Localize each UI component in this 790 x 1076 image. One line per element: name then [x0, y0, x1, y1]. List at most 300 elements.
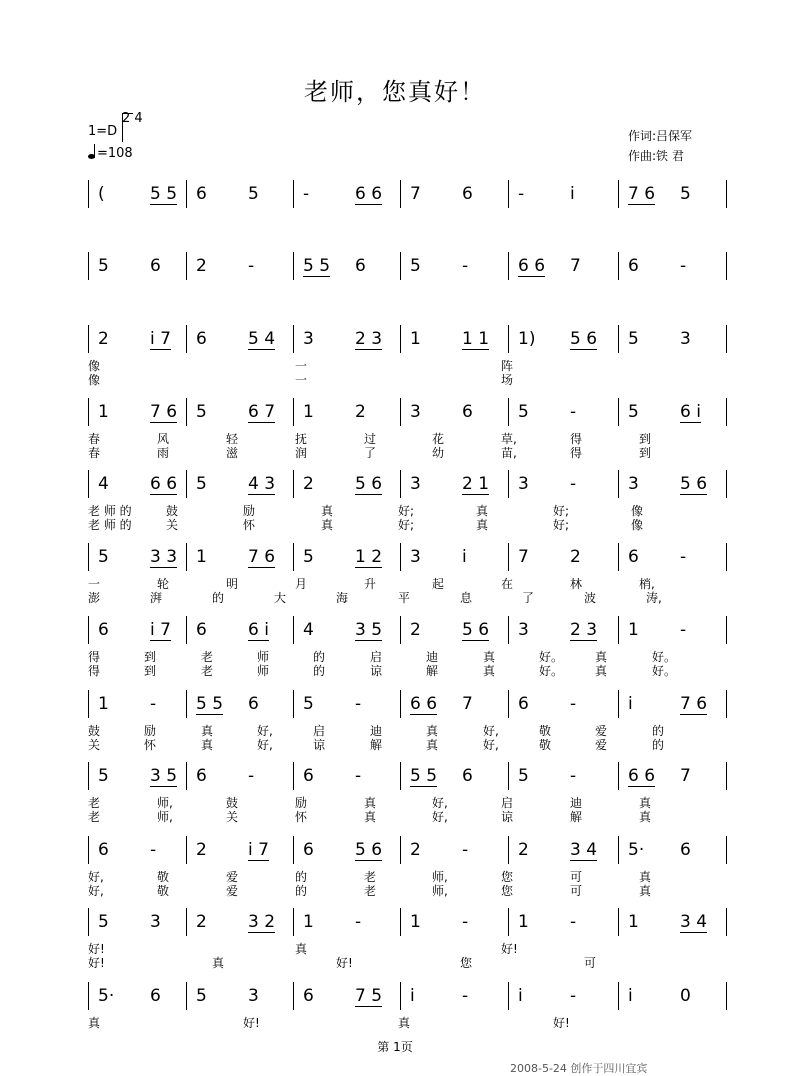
bar-line — [186, 908, 187, 936]
note: 5 — [518, 766, 529, 786]
note: 7 — [570, 256, 581, 276]
bar-line — [400, 325, 401, 353]
lyric-word: 爱 — [226, 870, 239, 884]
lyric-word: 息 — [460, 591, 473, 605]
lyric-word: 草, — [501, 432, 517, 446]
lyric-word: 迪 — [426, 650, 439, 664]
bar-line — [726, 470, 727, 498]
bar-line — [726, 762, 727, 790]
note: 2 — [303, 474, 314, 494]
lyric-word: 真 — [201, 724, 214, 738]
bar-line — [618, 470, 619, 498]
bar-line — [293, 616, 294, 644]
lyric-word: 真 — [476, 504, 489, 518]
note: 6 — [150, 256, 161, 276]
lyric-word: 的 — [652, 738, 665, 752]
lyric-word: 得 — [570, 446, 583, 460]
lyric-word: 幼 — [432, 446, 445, 460]
lyric-word: 鼓 — [226, 796, 239, 810]
note: 5 5 — [196, 694, 224, 714]
lyric-word: 得 — [88, 664, 101, 678]
bar-line — [400, 982, 401, 1010]
bar-line — [618, 543, 619, 571]
lyric-word: 真 — [595, 650, 608, 664]
lyric-word: 好, — [257, 724, 273, 738]
lyric-word: 抚 — [295, 432, 308, 446]
lyric-word: 迪 — [370, 724, 383, 738]
lyric-word: 湃 — [150, 591, 163, 605]
bar-line — [293, 762, 294, 790]
lyric-word: 好; — [398, 504, 415, 518]
bar-line — [508, 543, 509, 571]
bar-line — [726, 398, 727, 426]
note: 6 6 — [628, 766, 656, 786]
lyric-word: 真 — [201, 738, 214, 752]
score-row — [88, 690, 728, 752]
bar-line — [618, 762, 619, 790]
lyric-word: 苗, — [501, 446, 517, 460]
bar-line — [186, 470, 187, 498]
note: 5 — [248, 184, 259, 204]
bar-line — [508, 836, 509, 864]
note: 2 3 — [355, 329, 383, 349]
bar-line — [726, 543, 727, 571]
note: 6 — [98, 840, 109, 860]
bar-line — [400, 398, 401, 426]
note: 1 — [628, 912, 639, 932]
lyric-word: 老 — [201, 650, 214, 664]
lyric-word: 到 — [639, 446, 652, 460]
note: 3 — [410, 547, 421, 567]
bar-line — [186, 762, 187, 790]
note: 6 6 — [150, 474, 178, 494]
note: 7 — [518, 547, 529, 567]
lyric-word: 真 — [398, 1016, 411, 1030]
note: 3 — [518, 620, 529, 640]
bar-line — [293, 470, 294, 498]
lyric-word: 的 — [313, 650, 326, 664]
lyric-word: 真 — [212, 956, 225, 970]
note: 1 — [98, 402, 109, 422]
bar-line — [726, 325, 727, 353]
lyric-word: 大 — [274, 591, 287, 605]
lyric-word: 风 — [157, 432, 170, 446]
bar-line — [293, 180, 294, 208]
note: 7 5 — [355, 986, 383, 1006]
score-row — [88, 616, 728, 678]
lyric-word: 好! — [88, 942, 105, 956]
note: - — [570, 694, 577, 714]
bar-line — [88, 908, 89, 936]
lyric-word: 迪 — [570, 796, 583, 810]
note: 2 — [196, 912, 207, 932]
note: - — [355, 766, 362, 786]
bar-line — [88, 398, 89, 426]
note: - — [150, 694, 157, 714]
note: - — [680, 620, 687, 640]
note: 6 — [518, 694, 529, 714]
bar-line — [88, 982, 89, 1010]
note: 7 6 — [680, 694, 708, 714]
note: 2 1 — [462, 474, 490, 494]
lyric-word: 得 — [570, 432, 583, 446]
bar-line — [726, 982, 727, 1010]
lyric-word: 一 — [295, 359, 308, 373]
key-signature: 1=D — [88, 124, 118, 139]
lyric-word: 可 — [584, 956, 597, 970]
note: 3 2 — [248, 912, 276, 932]
note: 7 6 — [248, 547, 276, 567]
note: 5 — [303, 547, 314, 567]
bar-line — [400, 616, 401, 644]
bar-line — [618, 398, 619, 426]
lyric-word: 的 — [295, 870, 308, 884]
lyric-word: 月 — [295, 577, 308, 591]
bar-line — [400, 180, 401, 208]
note: 1 — [410, 329, 421, 349]
score-row — [88, 252, 728, 276]
note: 1 — [196, 547, 207, 567]
note: 6 — [98, 620, 109, 640]
bar-line — [293, 325, 294, 353]
note: - — [355, 912, 362, 932]
note: - — [248, 256, 255, 276]
note: 5 — [518, 402, 529, 422]
note: i — [628, 986, 633, 1006]
bar-line — [618, 252, 619, 280]
note: 6 — [462, 184, 473, 204]
note: 5 — [98, 912, 109, 932]
lyric-word: 师, — [432, 884, 448, 898]
lyric-word: 敬 — [539, 724, 552, 738]
note: 2 — [98, 329, 109, 349]
bar-line — [186, 180, 187, 208]
lyric-word: 关 — [166, 518, 179, 532]
watermark: 2008-5-24 创作于四川宜宾 — [510, 1062, 648, 1075]
bar-line — [726, 690, 727, 718]
note: 5· — [98, 986, 115, 1006]
lyric-word: 关 — [88, 738, 101, 752]
lyric-word: 了 — [364, 446, 377, 460]
note: 6 — [628, 547, 639, 567]
lyric-word: 敬 — [157, 884, 170, 898]
note: 3 5 — [355, 620, 383, 640]
lyric-word: 春 — [88, 432, 101, 446]
lyric-word: 真 — [639, 796, 652, 810]
bar-line — [508, 762, 509, 790]
note: 4 — [98, 474, 109, 494]
lyric-word: 关 — [226, 810, 239, 824]
lyric-word: 励 — [144, 724, 157, 738]
lyric-word: 润 — [295, 446, 308, 460]
bar-line — [88, 180, 89, 208]
note: 0 — [680, 986, 691, 1006]
note: 6 — [303, 986, 314, 1006]
bar-line — [400, 470, 401, 498]
lyric-word: 好, — [257, 738, 273, 752]
lyric-word: 海 — [336, 591, 349, 605]
lyric-word: 解 — [426, 664, 439, 678]
note: 1 — [98, 694, 109, 714]
note: 5 4 — [248, 329, 276, 349]
score-row — [88, 180, 728, 204]
bar-line — [618, 690, 619, 718]
bar-line — [726, 616, 727, 644]
bar-line — [293, 252, 294, 280]
bar-line — [186, 690, 187, 718]
quarter-note-icon — [88, 154, 95, 159]
bar-line — [508, 398, 509, 426]
lyric-word: 像 — [631, 518, 644, 532]
lyric-word: 真 — [426, 724, 439, 738]
lyric-word: 好。 — [652, 664, 677, 678]
lyric-word: 老 — [88, 796, 101, 810]
lyric-word: 的 — [313, 664, 326, 678]
bar-line — [618, 908, 619, 936]
note: - — [462, 256, 469, 276]
note: 6 — [462, 402, 473, 422]
lyric-word: 励 — [243, 504, 256, 518]
note: - — [248, 766, 255, 786]
note: 3 4 — [680, 912, 708, 932]
lyric-word: 真 — [639, 810, 652, 824]
bar-line — [293, 836, 294, 864]
note: 5 — [196, 402, 207, 422]
lyric-word: 爱 — [226, 884, 239, 898]
song-title: 老师，您真好！ — [304, 78, 486, 106]
note: - — [518, 184, 525, 204]
lyric-word: 师 — [257, 664, 270, 678]
note: i — [410, 986, 415, 1006]
lyric-word: 好, — [88, 870, 104, 884]
lyric-word: 阵 — [501, 359, 514, 373]
lyric-word: 花 — [432, 432, 445, 446]
lyric-word: 好, — [483, 738, 499, 752]
lyric-word: 您 — [501, 870, 514, 884]
note: 5 5 — [150, 184, 178, 204]
lyric-word: 真 — [321, 504, 334, 518]
note: 3 — [410, 474, 421, 494]
note: - — [355, 694, 362, 714]
note: - — [570, 474, 577, 494]
note: 6 — [355, 256, 366, 276]
bar-line — [186, 616, 187, 644]
bar-line — [293, 982, 294, 1010]
lyric-word: 真 — [426, 738, 439, 752]
note: 3 — [303, 329, 314, 349]
lyric-word: 平 — [398, 591, 411, 605]
note: 5· — [628, 840, 645, 860]
note: 6 — [150, 986, 161, 1006]
note: 4 3 — [248, 474, 276, 494]
note: 2 — [355, 402, 366, 422]
lyric-word: 好, — [88, 884, 104, 898]
bar-line — [88, 836, 89, 864]
note: 2 — [196, 256, 207, 276]
bar-line — [508, 325, 509, 353]
lyric-word: 好。 — [539, 650, 564, 664]
lyric-word: 真 — [88, 1016, 101, 1030]
bar-line — [88, 543, 89, 571]
lyric-word: 解 — [570, 810, 583, 824]
note: 6 — [680, 840, 691, 860]
note: 3 3 — [150, 547, 178, 567]
lyric-word: 爱 — [595, 724, 608, 738]
lyric-word: 怀 — [295, 810, 308, 824]
note: 6 — [462, 766, 473, 786]
lyric-word: 励 — [295, 796, 308, 810]
note: 7 6 — [150, 402, 178, 422]
lyric-word: 真 — [364, 810, 377, 824]
lyric-word: 谅 — [313, 738, 326, 752]
lyric-word: 一 — [88, 577, 101, 591]
lyric-word: 好, — [483, 724, 499, 738]
lyric-word: 了 — [522, 591, 535, 605]
note: i — [518, 986, 523, 1006]
lyric-word: 爱 — [595, 738, 608, 752]
bar-line — [88, 470, 89, 498]
bar-line — [508, 982, 509, 1010]
score-row — [88, 908, 728, 970]
lyric-word: 的 — [295, 884, 308, 898]
lyric-word: 怀 — [144, 738, 157, 752]
note: 3 — [518, 474, 529, 494]
score-row — [88, 543, 728, 605]
lyric-word: 真 — [295, 942, 308, 956]
bar-line — [618, 325, 619, 353]
note: 5 — [303, 694, 314, 714]
lyric-word: 明 — [226, 577, 239, 591]
time-numerator: 2 — [122, 111, 131, 126]
bar-line — [726, 180, 727, 208]
lyric-word: 滋 — [226, 446, 239, 460]
bar-line — [186, 398, 187, 426]
note: i 7 — [150, 329, 171, 349]
tempo-marking — [88, 146, 133, 161]
note: 3 — [680, 329, 691, 349]
lyric-word: 真 — [483, 650, 496, 664]
lyric-word: 真 — [476, 518, 489, 532]
lyric-word: 轮 — [157, 577, 170, 591]
lyric-word: 可 — [570, 870, 583, 884]
lyric-word: 师, — [157, 796, 173, 810]
bar-line — [293, 690, 294, 718]
note: 1) — [518, 329, 536, 349]
lyric-word: 老 — [364, 870, 377, 884]
note: 3 4 — [570, 840, 598, 860]
bar-line — [186, 836, 187, 864]
lyric-word: 敬 — [539, 738, 552, 752]
bar-line — [618, 836, 619, 864]
score-row — [88, 762, 728, 824]
note: 6 i — [248, 620, 269, 640]
note: - — [570, 766, 577, 786]
bar-line — [618, 616, 619, 644]
note: i 7 — [248, 840, 269, 860]
lyric-word: 可 — [570, 884, 583, 898]
note: 6 — [628, 256, 639, 276]
note: 3 — [410, 402, 421, 422]
note: 5 6 — [570, 329, 598, 349]
note: 3 5 — [150, 766, 178, 786]
time-signature — [122, 112, 143, 126]
note: 1 2 — [355, 547, 383, 567]
note: 7 — [410, 184, 421, 204]
lyric-word: 启 — [501, 796, 514, 810]
note: 1 1 — [462, 329, 490, 349]
note: i — [628, 694, 633, 714]
bar-line — [88, 762, 89, 790]
lyric-word: 到 — [144, 650, 157, 664]
lyric-word: 师, — [157, 810, 173, 824]
note: 6 6 — [410, 694, 438, 714]
note: 7 — [462, 694, 473, 714]
lyric-word: 像 — [631, 504, 644, 518]
bar-line — [293, 543, 294, 571]
lyric-word: 怀 — [243, 518, 256, 532]
lyric-word: 真 — [364, 796, 377, 810]
note: 5 — [628, 329, 639, 349]
note: 5 6 — [355, 840, 383, 860]
note: 6 7 — [248, 402, 276, 422]
lyric-word: 澎 — [88, 591, 101, 605]
score-row — [88, 398, 728, 460]
credits — [628, 126, 692, 166]
lyric-word: 像 — [88, 373, 101, 387]
lyric-word: 师, — [432, 870, 448, 884]
lyric-word: 好! — [501, 942, 518, 956]
note: 5 — [196, 474, 207, 494]
lyric-word: 启 — [313, 724, 326, 738]
note: 5 — [628, 402, 639, 422]
lyric-word: 您 — [460, 956, 473, 970]
lyric-word: 鼓 — [88, 724, 101, 738]
bar-line — [400, 836, 401, 864]
lyric-word: 涛, — [646, 591, 662, 605]
note: 6 — [196, 184, 207, 204]
lyric-word: 启 — [370, 650, 383, 664]
time-denominator: 4 — [134, 111, 143, 126]
lyric-word: 真 — [639, 884, 652, 898]
lyric-word: 好; — [553, 504, 570, 518]
note: 1 — [628, 620, 639, 640]
note: 5 6 — [355, 474, 383, 494]
lyric-word: 好, — [432, 796, 448, 810]
note: - — [570, 402, 577, 422]
bar-line — [726, 836, 727, 864]
bar-line — [400, 543, 401, 571]
note: 1 — [518, 912, 529, 932]
lyric-word: 师 — [257, 650, 270, 664]
lyric-word: 真 — [639, 870, 652, 884]
note: 1 — [303, 912, 314, 932]
bar-line — [400, 690, 401, 718]
note: 3 — [150, 912, 161, 932]
lyric-word: 好! — [553, 1016, 570, 1030]
lyric-word: 好; — [398, 518, 415, 532]
bar-line — [400, 762, 401, 790]
note: - — [462, 986, 469, 1006]
lyric-word: 鼓 — [166, 504, 179, 518]
note: - — [462, 912, 469, 932]
bar-line — [508, 470, 509, 498]
bar-line — [508, 180, 509, 208]
lyric-word: 敬 — [157, 870, 170, 884]
lyric-word: 梢, — [639, 577, 655, 591]
bar-line — [293, 908, 294, 936]
note: 3 — [248, 986, 259, 1006]
bar-line — [726, 908, 727, 936]
